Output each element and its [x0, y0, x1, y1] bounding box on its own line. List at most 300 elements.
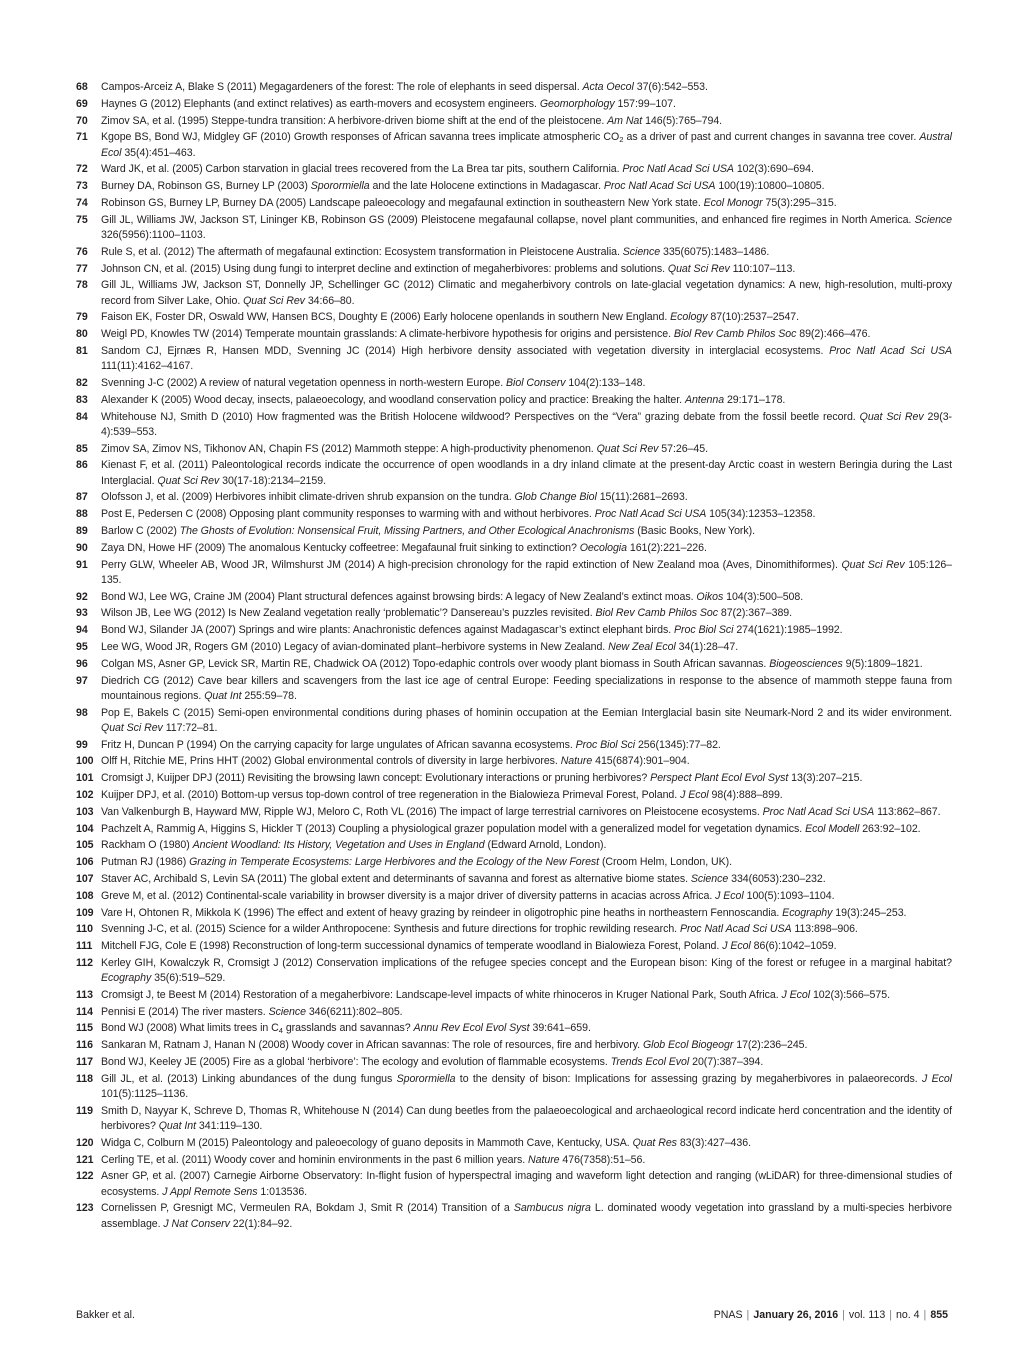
reference-text: Vare H, Ohtonen R, Mikkola K (1996) The effect and extent of heavy grazing by reindeer in oligotrophic pine heaths in northeastern Fennoscandia. — [101, 906, 783, 919]
reference-italic-text: Ecology — [670, 311, 708, 324]
reference-text: Widga C, Colburn M (2015) Paleontology and paleoecology of guano deposits in Mammoth Cave, Kentucky, USA. — [101, 1136, 633, 1149]
reference-item — [76, 376, 952, 391]
reference-italic-text: Quat Int — [158, 1120, 196, 1133]
reference-number: 115 — [76, 1022, 93, 1035]
reference-text: Asner GP, et al. (2007) Carnegie Airborne Observatory: In-flight fusion of hyperspectral imaging and waveform light detection and ranging (wLiDAR) for three-dimensional studies of ecosystems. — [101, 1170, 952, 1198]
reference-text: Bond WJ, Keeley JE (2005) Fire as a global ‘herbivore’: The ecology and evolution of flammable ecosystems. — [101, 1056, 611, 1069]
reference-item — [76, 657, 952, 672]
reference-text: Greve M, et al. (2012) Continental-scale variability in browser diversity is a major driver of diversity patterns in acacias across Africa. — [101, 889, 716, 902]
reference-text: Sankaran M, Ratnam J, Hanan N (2008) Woody cover in African savannas: The role of resources, fire and herbivory. — [101, 1039, 643, 1052]
reference-text: 34(1):28–47. — [675, 640, 739, 653]
reference-item — [76, 344, 952, 374]
reference-item — [76, 458, 952, 488]
reference-item — [76, 393, 952, 408]
reference-text: 346(6211):802–805. — [305, 1005, 403, 1018]
reference-item — [76, 1169, 952, 1199]
reference-text: 29:171–178. — [724, 393, 786, 406]
reference-italic-text: J Ecol — [722, 940, 751, 953]
reference-number: 88 — [76, 508, 88, 521]
reference-item — [76, 956, 952, 986]
reference-item — [76, 1038, 952, 1053]
reference-text: Kgope BS, Bond WJ, Midgley GF (2010) Growth responses of African savanna trees implicate atmospheric CO — [101, 131, 620, 144]
reference-text: L. dominated woody vegetation into grassland by a multi-species herbivore assemblage. — [101, 1202, 953, 1230]
reference-item — [76, 97, 952, 112]
reference-number: 97 — [76, 674, 88, 687]
reference-text: 37(6):542–553. — [633, 81, 708, 93]
reference-italic-text: Proc Natl Acad Sci USA — [594, 508, 707, 521]
reference-number: 99 — [76, 738, 88, 751]
reference-italic-text: J Ecol — [715, 889, 744, 902]
reference-item — [76, 590, 952, 605]
reference-item — [76, 889, 952, 904]
reference-italic-text: Proc Biol Sci — [674, 624, 734, 637]
reference-item — [76, 524, 952, 539]
reference-text: Smith D, Nayyar K, Schreve D, Thomas R, Whitehouse N (2014) Can dung beetles from the palaeoecological and archaeological record indicate herd concentration and the identity of herbivores? — [101, 1104, 952, 1133]
reference-italic-text: Proc Natl Acad Sci USA — [762, 805, 875, 818]
reference-text: Burney DA, Robinson GS, Burney LP (2003) — [101, 180, 311, 193]
reference-number: 100 — [76, 755, 94, 768]
reference-text: Olff H, Ritchie ME, Prins HHT (2002) Global environmental controls of diversity in large herbivores. — [101, 755, 561, 768]
reference-italic-text: Glob Change Biol — [514, 491, 597, 504]
reference-italic-text: J Ecol — [781, 988, 811, 1001]
reference-text: Cromsigt J, Kuijper DPJ (2011) Revisiting the browsing lawn concept: Evolutionary interactions or pruning herbivores? — [101, 772, 651, 785]
reference-text: 110:107–113. — [729, 262, 796, 275]
reference-number: 73 — [76, 180, 88, 193]
reference-text: Zimov SA, et al. (1995) Steppe-tundra transition: A herbivore-driven biome shift at the end of the pleistocene. — [101, 114, 608, 127]
reference-item — [76, 80, 952, 95]
reference-number: 118 — [76, 1072, 93, 1085]
reference-number: 111 — [76, 940, 93, 953]
reference-number: 114 — [76, 1005, 93, 1018]
reference-number: 117 — [76, 1056, 93, 1069]
reference-text: and the late Holocene extinctions in Madagascar. — [369, 180, 604, 193]
reference-number: 102 — [76, 788, 94, 801]
reference-item — [76, 674, 952, 704]
reference-text: 83(3):427–436. — [676, 1136, 751, 1149]
reference-number: 98 — [76, 706, 88, 719]
reference-number: 116 — [76, 1039, 93, 1052]
reference-item — [76, 213, 952, 243]
reference-text: 9(5):1809–1821. — [842, 657, 923, 670]
reference-item — [76, 771, 952, 786]
reference-item — [76, 490, 952, 505]
reference-number: 72 — [76, 163, 88, 176]
reference-text: (Croom Helm, London, UK). — [599, 856, 732, 869]
reference-text: Pachzelt A, Rammig A, Higgins S, Hickler T (2013) Coupling a physiological grazer population model with a generalized model for vegetation dynamics. — [101, 822, 806, 835]
reference-italic-text: Acta Oecol — [582, 81, 634, 93]
reference-item — [76, 130, 952, 160]
reference-text: 105(34):12353–12358. — [706, 508, 816, 521]
reference-text: Whitehouse NJ, Smith D (2010) How fragmented was the British Holocene wildwood? Perspectives on the “Vera” grazing debate from the fossil beetle record. — [101, 410, 860, 423]
reference-italic-text: Science — [622, 245, 661, 258]
reference-text: 101(5):1125–1136. — [101, 1088, 189, 1101]
reference-text: Robinson GS, Burney LP, Burney DA (2005) Landscape paleoecology and megafaunal extinction in southeastern New York state. — [101, 196, 704, 209]
reference-text: 161(2):221–226. — [626, 541, 707, 554]
reference-text: Bond WJ, Silander JA (2007) Springs and wire plants: Anachronistic defences against Madagascar’s extinct elephant birds. — [101, 624, 675, 637]
reference-text: 105:126–135. — [101, 558, 952, 586]
reference-number: 79 — [76, 311, 88, 324]
reference-text: 146(5):765–794. — [642, 114, 723, 127]
reference-text: Staver AC, Archibald S, Levin SA (2011) The global extent and determinants of savanna and forest as alternative biome states. — [101, 872, 691, 885]
reference-text: Putman RJ (1986) — [101, 856, 190, 869]
footer-separator: | — [746, 1309, 750, 1321]
reference-item — [76, 1104, 952, 1134]
reference-text: Olofsson J, et al. (2009) Herbivores inhibit climate-driven shrub expansion on the tundra. — [101, 491, 515, 504]
reference-number: 74 — [76, 196, 88, 209]
reference-item — [76, 1153, 952, 1168]
footer-separator: | — [842, 1309, 845, 1321]
reference-italic-text: Quat Sci Rev — [859, 410, 924, 423]
reference-text: 263:92–102. — [859, 822, 921, 835]
reference-item — [76, 855, 952, 870]
footer-citation — [714, 1308, 948, 1322]
reference-italic-text: Ancient Woodland: Its History, Vegetation and Uses in England — [192, 839, 485, 852]
reference-text: 111(11):4162–4167. — [101, 360, 194, 373]
reference-italic-text: Oecologia — [579, 541, 627, 554]
reference-text: Ward JK, et al. (2005) Carbon starvation in glacial trees recovered from the La Brea tar pits, southern California. — [101, 163, 623, 176]
reference-number: 104 — [76, 822, 94, 835]
reference-text: 274(1621):1985–1992. — [733, 624, 843, 637]
reference-number: 91 — [76, 558, 88, 571]
reference-text: 255:59–78. — [241, 689, 297, 702]
reference-text: Pop E, Bakels C (2015) Semi-open environmental conditions during phases of hominin occupation at the Eemian Interglacial basin site Neumark-Nord 2 and its wider environment. — [101, 706, 952, 719]
reference-italic-text: J Appl Remote Sens — [162, 1185, 258, 1198]
reference-number: 86 — [76, 459, 88, 472]
reference-item — [76, 245, 952, 260]
reference-number: 92 — [76, 590, 88, 603]
reference-italic-text: Biol Conserv — [506, 376, 566, 389]
reference-text: Zaya DN, Howe HF (2009) The anomalous Kentucky coffeetree: Megafaunal fruit sinking to extinction? — [101, 541, 580, 554]
reference-italic-text: Science — [690, 872, 729, 885]
reference-text: 89(2):466–476. — [796, 328, 871, 341]
reference-text: Fritz H, Duncan P (1994) On the carrying capacity for large ungulates of African savanna ecosystems. — [101, 738, 576, 751]
reference-number: 121 — [76, 1153, 94, 1166]
reference-text: Cromsigt J, te Beest M (2014) Restoration of a megaherbivore: Landscape-level impacts of white rhinoceros in Kruger National Park, South Africa. — [101, 988, 782, 1001]
reference-number: 123 — [76, 1202, 94, 1215]
reference-text: Van Valkenburgh B, Hayward MW, Ripple WJ, Meloro C, Roth VL (2016) The impact of large terrestrial carnivores on Pleistocene ecosystems. — [101, 805, 763, 818]
reference-item — [76, 1021, 952, 1036]
reference-number: 84 — [76, 410, 88, 423]
reference-item — [76, 1005, 952, 1020]
reference-number: 95 — [76, 640, 88, 653]
reference-italic-text: Quat Sci Rev — [596, 442, 659, 455]
reference-text: grasslands and savannas? — [282, 1022, 414, 1035]
reference-text: 30(17-18):2134–2159. — [219, 474, 326, 487]
reference-italic-text: Quat Res — [632, 1136, 677, 1149]
reference-text: 1:013536. — [257, 1185, 308, 1198]
reference-item — [76, 179, 952, 194]
reference-number: 120 — [76, 1136, 94, 1149]
reference-number: 81 — [76, 344, 88, 357]
reference-number: 119 — [76, 1104, 93, 1117]
reference-text: Wilson JB, Lee WG (2012) Is New Zealand vegetation really ‘problematic’? Dansereau’s puzzles revisited. — [101, 607, 596, 620]
reference-text: Gill JL, Williams JW, Jackson ST, Donnelly JP, Schellinger GC (2012) Climatic and megaherbivory controls on late-glacial vegetation dynamics: A new, high-resolution, multi-proxy record from Silver Lake, Ohio. — [101, 279, 952, 307]
reference-number: 75 — [76, 213, 88, 226]
reference-text: Kuijper DPJ, et al. (2010) Bottom-up versus top-down control of tree regeneration in the Bialowieza Primeval Forest, Poland. — [101, 788, 681, 801]
reference-text: 35(6):519–529. — [151, 972, 226, 985]
reference-number: 71 — [76, 131, 88, 144]
reference-italic-text: Austral Ecol — [101, 131, 952, 159]
reference-text: 57:26–45. — [658, 442, 708, 455]
reference-italic-text: Proc Natl Acad Sci USA — [829, 344, 952, 357]
reference-italic-text: Ecol Modell — [805, 822, 860, 835]
reference-italic-text: Glob Ecol Biogeogr — [642, 1039, 734, 1052]
reference-text: Gill JL, Williams JW, Jackson ST, Lininger KB, Robinson GS (2009) Pleistocene megafaunal collapse, novel plant communities, and enhanced fire regimes in North America. — [101, 213, 915, 226]
reference-text: 341:119–130. — [196, 1120, 263, 1133]
reference-text: Post E, Pedersen C (2008) Opposing plant community responses to warming with and without herbivores. — [101, 508, 595, 521]
reference-text: 102(3):566–575. — [810, 988, 890, 1001]
reference-text: 22(1):84–92. — [229, 1217, 293, 1230]
reference-italic-text: J Ecol — [680, 788, 709, 801]
reference-item — [76, 196, 952, 211]
reference-text: 256(1345):77–82. — [635, 738, 721, 751]
reference-text: 113:862–867. — [874, 805, 941, 818]
reference-number: 80 — [76, 328, 88, 341]
reference-number: 105 — [76, 839, 94, 852]
reference-number: 78 — [76, 279, 88, 292]
reference-italic-text: Am Nat — [607, 114, 643, 127]
reference-text: 326(5956):1100–1103. — [101, 228, 206, 241]
reference-italic-text: New Zeal Ecol — [608, 640, 676, 653]
reference-text: Svenning J-C (2002) A review of natural vegetation openness in north-western Europe. — [101, 376, 507, 389]
reference-text: 104(2):133–148. — [565, 376, 646, 389]
reference-text: 29(3-4):539–553. — [101, 410, 953, 438]
reference-text: 104(3):500–508. — [723, 590, 804, 603]
reference-item — [76, 310, 952, 325]
reference-text: 86(6):1042–1059. — [750, 940, 837, 953]
reference-number: 112 — [76, 956, 93, 969]
reference-text: 334(6053):230–232. — [728, 872, 826, 885]
reference-text: 415(6874):901–904. — [592, 755, 690, 768]
reference-item — [76, 327, 952, 342]
reference-subscript: 4 — [278, 1026, 283, 1036]
reference-italic-text: Nature — [560, 755, 593, 768]
reference-text: 17(2):236–245. — [733, 1039, 808, 1052]
reference-number: 103 — [76, 805, 94, 818]
reference-item — [76, 410, 952, 440]
reference-italic-text: Biol Rev Camb Philos Soc — [673, 328, 797, 341]
footer-date: January 26, 2016 — [753, 1309, 839, 1321]
reference-italic-text: Sporormiella — [396, 1072, 456, 1085]
reference-text: (Basic Books, New York). — [634, 524, 756, 537]
reference-text: 13(3):207–215. — [788, 772, 863, 785]
footer-issue: no. 4 — [895, 1309, 920, 1321]
reference-text: 20(7):387–394. — [689, 1056, 764, 1069]
reference-text: Lee WG, Wood JR, Rogers GM (2010) Legacy of avian-dominated plant–herbivore systems in New Zealand. — [101, 640, 609, 653]
reference-text: 102(3):690–694. — [733, 163, 814, 176]
reference-item — [76, 939, 952, 954]
reference-text: Kerley GIH, Kowalczyk R, Cromsigt J (2012) Conservation implications of the refugee species concept and the European bison: King of the forest or refugee in a marginal habitat? — [101, 956, 952, 969]
reference-italic-text: Ecography — [782, 906, 833, 919]
reference-number: 87 — [76, 491, 88, 504]
reference-item — [76, 706, 952, 736]
reference-italic-text: Quat Int — [204, 689, 242, 702]
footer-separator: | — [923, 1309, 927, 1321]
reference-number: 89 — [76, 524, 88, 537]
reference-italic-text: J Nat Conserv — [163, 1217, 230, 1230]
reference-number: 113 — [76, 988, 93, 1001]
reference-text: Bond WJ (2008) What limits trees in C — [101, 1022, 279, 1035]
reference-item — [76, 262, 952, 277]
reference-italic-text: Science — [914, 213, 952, 226]
reference-italic-text: Oikos — [696, 590, 724, 603]
reference-italic-text: Geomorphology — [539, 97, 615, 110]
reference-item — [76, 162, 952, 177]
reference-italic-text: Proc Natl Acad Sci USA — [622, 163, 734, 176]
reference-item — [76, 988, 952, 1003]
reference-item — [76, 278, 952, 308]
reference-text: 100(19):10800–10805. — [715, 180, 825, 193]
reference-text: Barlow C (2002) — [101, 524, 180, 537]
reference-number: 110 — [76, 923, 93, 936]
reference-text: Perry GLW, Wheeler AB, Wood JR, Wilmshurst JM (2014) A high-precision chronology for the rapid extinction of New Zealand moa (Aves, Dinomithiformes). — [101, 558, 842, 571]
reference-text: 35(4):451–463. — [121, 146, 196, 159]
reference-number: 94 — [76, 624, 88, 637]
reference-text: Mitchell FJG, Cole E (1998) Reconstruction of long-term successional dynamics of temperate woodland in Bialowieza Forest, Poland. — [101, 940, 723, 953]
reference-text: Bond WJ, Lee WG, Craine JM (2004) Plant structural defences against browsing birds: A legacy of New Zealand’s extinct moas. — [101, 590, 697, 603]
reference-italic-text: Quat Sci Rev — [841, 558, 905, 571]
reference-italic-text: Biogeosciences — [769, 657, 843, 670]
reference-text: Rackham O (1980) — [101, 839, 193, 852]
reference-italic-text: Annu Rev Ecol Evol Syst — [413, 1022, 530, 1035]
reference-number: 122 — [76, 1170, 94, 1183]
reference-item — [76, 442, 952, 457]
reference-item — [76, 922, 952, 937]
reference-italic-text: Proc Biol Sci — [575, 738, 636, 751]
reference-italic-text: Nature — [528, 1153, 560, 1166]
reference-italic-text: Sporormiella — [310, 180, 370, 193]
reference-number: 90 — [76, 541, 88, 554]
reference-item — [76, 606, 952, 621]
footer-authors: Bakker et al. — [76, 1309, 135, 1321]
reference-item — [76, 1072, 952, 1102]
reference-text: Zimov SA, Zimov NS, Tikhonov AN, Chapin FS (2012) Mammoth steppe: A high-productivity phenomenon. — [101, 442, 597, 455]
reference-text: Colgan MS, Asner GP, Levick SR, Martin RE, Chadwick OA (2012) Topo-edaphic controls over woody plant biomass in South African savannas. — [101, 657, 770, 670]
reference-text: 98(4):888–899. — [708, 788, 783, 801]
reference-number: 101 — [76, 772, 94, 785]
reference-italic-text: Antenna — [684, 393, 725, 406]
reference-number: 85 — [76, 442, 88, 455]
reference-text: 157:99–107. — [614, 97, 676, 110]
reference-text: Svenning J-C, et al. (2015) Science for a wilder Anthropocene: Synthesis and future directions for trophic rewilding research. — [101, 923, 680, 936]
reference-number: 82 — [76, 376, 88, 389]
reference-text: 335(6075):1483–1486. — [660, 245, 770, 258]
reference-item — [76, 541, 952, 556]
reference-text: 100(5):1093–1104. — [743, 889, 835, 902]
reference-italic-text: Proc Natl Acad Sci USA — [679, 923, 792, 936]
reference-item — [76, 1201, 952, 1231]
reference-text: 117:72–81. — [162, 721, 218, 734]
footer-journal: PNAS — [713, 1309, 743, 1321]
reference-italic-text: Quat Sci Rev — [157, 474, 220, 487]
reference-text: Rule S, et al. (2012) The aftermath of megafaunal extinction: Ecosystem transformation in Pleistocene Australia. — [101, 245, 623, 258]
reference-text: Gill JL, et al. (2013) Linking abundances of the dung fungus — [101, 1072, 397, 1085]
reference-text: 34:66–80. — [304, 294, 355, 307]
footer-page-number: 855 — [930, 1309, 948, 1321]
reference-text: Cornelissen P, Gresnigt MC, Vermeulen RA, Bokdam J, Smit R (2014) Transition of a — [101, 1202, 514, 1215]
reference-italic-text: Biol Rev Camb Philos Soc — [595, 607, 718, 620]
reference-number: 93 — [76, 607, 88, 620]
reference-text: 476(7358):51–56. — [559, 1153, 646, 1166]
reference-item — [76, 805, 952, 820]
reference-text: Haynes G (2012) Elephants (and extinct relatives) as earth-movers and ecosystem engineers. — [101, 97, 540, 110]
reference-text: 75(3):295–315. — [762, 196, 837, 209]
reference-italic-text: Proc Natl Acad Sci USA — [603, 180, 716, 193]
reference-subscript: 2 — [619, 135, 624, 145]
reference-text: 15(11):2681–2693. — [596, 491, 688, 504]
reference-text: Campos-Arceiz A, Blake S (2011) Megagardeners of the forest: The role of elephants in seed dispersal. — [101, 81, 583, 93]
reference-item — [76, 822, 952, 837]
reference-number: 108 — [76, 889, 94, 902]
reference-italic-text: Perspect Plant Ecol Evol Syst — [650, 772, 789, 785]
reference-item — [76, 754, 952, 769]
reference-text: Weigl PD, Knowles TW (2014) Temperate mountain grasslands: A climate-herbivore hypothesis for origins and persistence. — [101, 328, 674, 341]
reference-number: 107 — [76, 872, 94, 885]
reference-number: 68 — [76, 81, 88, 93]
reference-text: Pennisi E (2014) The river masters. — [101, 1005, 269, 1018]
reference-number: 76 — [76, 245, 88, 258]
reference-item — [76, 623, 952, 638]
reference-text: 39:641–659. — [529, 1022, 591, 1035]
reference-text: (Edward Arnold, London). — [484, 839, 607, 852]
reference-text: Johnson CN, et al. (2015) Using dung fungi to interpret decline and extinction of megaherbivores: problems and solutions. — [101, 262, 668, 275]
reference-item — [76, 788, 952, 803]
footer-separator: | — [889, 1309, 892, 1321]
reference-number: 83 — [76, 393, 88, 406]
reference-item — [76, 1055, 952, 1070]
reference-italic-text: The Ghosts of Evolution: Nonsensical Fruit, Missing Partners, and Other Ecological Anachronisms — [179, 524, 635, 537]
reference-text: Faison EK, Foster DR, Oswald WW, Hansen BCS, Doughty E (2006) Early holocene openlands in southern New England. — [101, 311, 671, 324]
reference-item — [76, 906, 952, 921]
footer-volume: vol. 113 — [848, 1309, 886, 1321]
reference-text: 113:898–906. — [791, 923, 858, 936]
reference-item — [76, 640, 952, 655]
reference-text: Sandom CJ, Ejrnæs R, Hansen MDD, Svenning JC (2014) High herbivore density associated with vegetation diversity in interglacial ecosystems. — [101, 344, 830, 357]
reference-item — [76, 738, 952, 753]
reference-number: 106 — [76, 856, 94, 869]
reference-text: as a driver of past and current changes in savanna tree cover. — [623, 131, 920, 144]
reference-italic-text: Sambucus nigra — [513, 1202, 591, 1215]
reference-italic-text: Quat Sci Rev — [101, 721, 163, 734]
reference-text: Cerling TE, et al. (2011) Woody cover and hominin environments in the past 6 million years. — [101, 1153, 529, 1166]
reference-item — [76, 114, 952, 129]
reference-text: 19(3):245–253. — [832, 906, 907, 919]
reference-number: 77 — [76, 262, 88, 275]
reference-item — [76, 558, 952, 588]
reference-item — [76, 1136, 952, 1151]
reference-italic-text: Ecol Monogr — [703, 196, 763, 209]
reference-italic-text: Trends Ecol Evol — [610, 1056, 690, 1069]
reference-item — [76, 507, 952, 522]
reference-number: 69 — [76, 97, 88, 110]
reference-item — [76, 838, 952, 853]
reference-italic-text: Science — [268, 1005, 306, 1018]
reference-text: Diedrich CG (2012) Cave bear killers and scavengers from the last ice age of central Europe: Feeding specializations in response to the absence of mammoth steppe fauna from mountainous regions. — [101, 674, 952, 702]
reference-number: 70 — [76, 114, 88, 127]
reference-list — [76, 80, 952, 1233]
reference-text: Alexander K (2005) Wood decay, insects, palaeoecology, and woodland conservation policy and practice: Breaking the halter. — [101, 393, 685, 406]
reference-italic-text: J Ecol — [921, 1072, 952, 1085]
reference-italic-text: Quat Sci Rev — [667, 262, 730, 275]
reference-text: 87(10):2537–2547. — [707, 311, 800, 324]
reference-italic-text: Quat Sci Rev — [243, 294, 305, 307]
reference-italic-text: Grazing in Temperate Ecosystems: Large Herbivores and the Ecology of the New Forest — [189, 856, 600, 869]
reference-item — [76, 872, 952, 887]
reference-text: 87(2):367–389. — [717, 607, 793, 620]
reference-number: 109 — [76, 906, 94, 919]
reference-number: 96 — [76, 657, 88, 670]
reference-text: to the density of bison: Implications for assessing grazing by megaherbivores in palaeorecords. — [455, 1072, 922, 1085]
